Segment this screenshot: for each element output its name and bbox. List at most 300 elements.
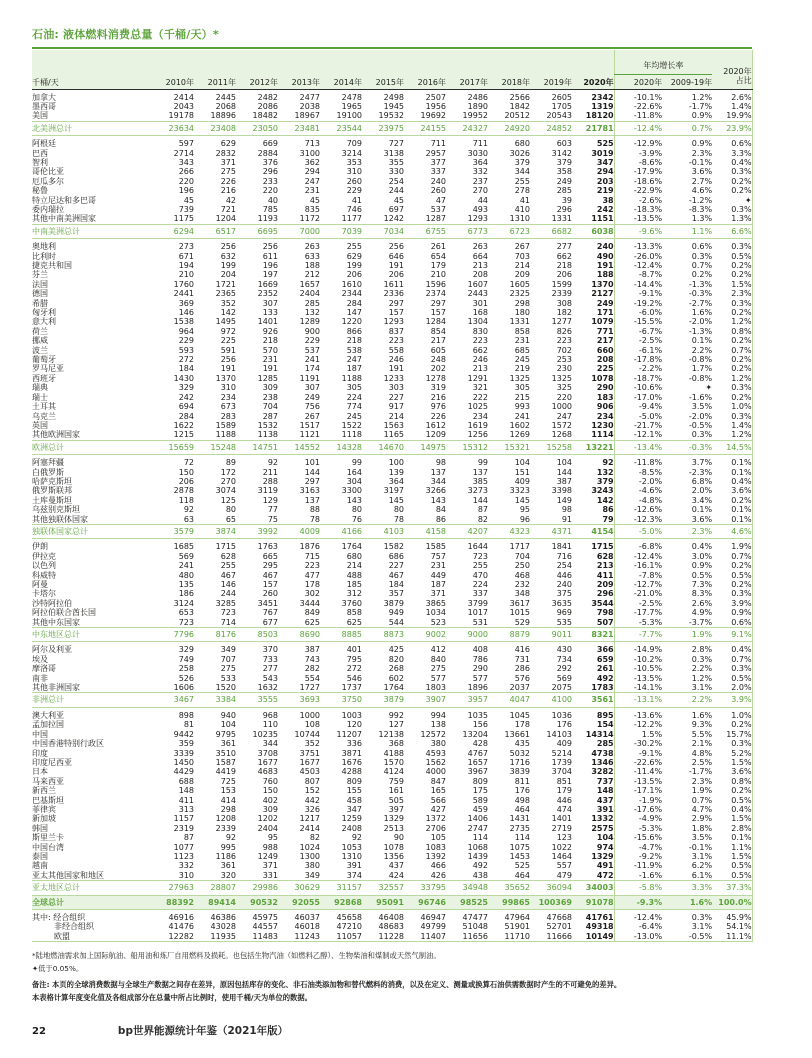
growth-2009-19-cell: 1.7% [691, 364, 713, 374]
table-row [32, 767, 752, 776]
value-cell: 1622 [173, 420, 194, 430]
value-cell: 458 [346, 795, 362, 805]
table-row [32, 871, 752, 881]
value-cell: 570 [262, 345, 278, 355]
value-cell: 4593 [425, 748, 446, 758]
value-cell: 704 [262, 402, 278, 412]
value-cell: 3100 [299, 148, 320, 158]
table-row [32, 833, 752, 842]
value-cell: 36094 [530, 881, 572, 895]
value-cell: 4429 [173, 767, 194, 777]
growth-2020-cell: -5.0% [614, 524, 662, 538]
value-cell: 531 [472, 617, 488, 627]
row-label: 澳大利亚 [32, 710, 64, 720]
growth-2020-cell: -4.6% [614, 486, 662, 495]
value-cell: 425 [388, 645, 404, 655]
share-cell: 0.3% [712, 205, 752, 214]
value-cell: 118 [178, 495, 194, 505]
value-cell: 287 [262, 411, 278, 421]
row-label: 秘鲁 [32, 186, 48, 196]
value-cell: 133 [262, 308, 278, 318]
growth-2009-19-cell: -0.5% [688, 420, 713, 430]
value-cell: 114 [472, 833, 488, 843]
growth-2009-19-cell: 2.3% [662, 524, 712, 538]
value-cell: 4767 [467, 748, 488, 758]
value-cell: 123 [556, 833, 572, 843]
value-cell: 14552 [278, 440, 320, 454]
value-cell: 1430 [173, 373, 194, 383]
value-cell: 1269 [509, 430, 530, 440]
row-label: 波兰 [32, 345, 48, 355]
growth-2020-cell: -18.3% [614, 205, 662, 214]
value-cell: 89414 [194, 895, 236, 909]
share-cell: 0.7% [712, 552, 752, 561]
value-cell: 1000 [551, 402, 572, 412]
value-cell: 51048 [462, 922, 488, 932]
value-cell: 1450 [173, 757, 194, 767]
value-cell: 3030 [467, 148, 488, 158]
row-label: 阿曼 [32, 580, 48, 589]
value-cell: 1669 [257, 279, 278, 289]
value-cell: 537 [304, 345, 320, 355]
value-cell: 847 [430, 776, 446, 786]
value-cell: 1439 [467, 851, 488, 861]
value-cell: 288 [262, 476, 278, 486]
value-cell: 374 [346, 870, 362, 880]
year-header: 2019年 [530, 74, 572, 89]
share-cell: 1.9% [712, 539, 752, 552]
table-row [32, 186, 752, 195]
row-label: 葡萄牙 [32, 355, 56, 365]
value-cell: 379 [596, 476, 614, 486]
value-cell: 858 [514, 326, 530, 336]
value-cell: 234 [596, 411, 614, 421]
value-cell: 45 [393, 195, 404, 205]
value-cell: 256 [220, 355, 236, 365]
value-cell: 297 [388, 298, 404, 308]
value-cell: 523 [430, 617, 446, 627]
growth-2009-19-cell: -0.5% [688, 931, 713, 941]
value-cell: 272 [346, 664, 362, 674]
value-cell: 298 [220, 804, 236, 814]
row-label: 独联体国家总计 [32, 524, 152, 538]
value-cell: 206 [388, 270, 404, 280]
value-cell: 379 [514, 157, 530, 167]
value-cell: 33795 [404, 881, 446, 895]
value-cell: 2714 [173, 148, 194, 158]
share-cell: 0.2% [712, 308, 752, 317]
value-cell: 92 [225, 833, 236, 843]
value-cell: 713 [304, 139, 320, 149]
value-cell: 359 [178, 739, 194, 749]
page-number: 22 [32, 1026, 46, 1037]
value-cell: 89 [225, 458, 236, 468]
value-cell: 1716 [509, 757, 530, 767]
growth-2009-19-cell: -0.3% [688, 289, 713, 299]
share-cell: 1.5% [712, 814, 752, 823]
share-cell: 0.1% [712, 455, 752, 468]
table-row [32, 289, 752, 298]
value-cell: 2735 [509, 823, 530, 833]
value-cell: 153 [220, 786, 236, 796]
share-cell: 1.0% [712, 402, 752, 411]
growth-2020-cell: -17.8% [614, 355, 662, 364]
growth-2009-19-cell: -2.7% [688, 298, 713, 308]
value-cell: 309 [262, 383, 278, 393]
value-cell: 1842 [509, 101, 530, 111]
value-cell: 90532 [236, 895, 278, 909]
value-cell: 38 [602, 195, 614, 205]
growth-2009-19-cell: 3.6% [691, 514, 713, 524]
share-cell: 3.6% [712, 486, 752, 495]
value-cell: 1965 [341, 101, 362, 111]
value-cell: 283 [220, 411, 236, 421]
value-cell: 12138 [378, 729, 404, 739]
value-cell: 1737 [341, 683, 362, 693]
share-cell: 0.6% [712, 618, 752, 628]
value-cell: 275 [430, 664, 446, 674]
value-cell: 91 [561, 514, 572, 524]
value-cell: 605 [430, 345, 446, 355]
value-cell: 14314 [585, 729, 614, 739]
table-row [32, 280, 752, 289]
row-label: 巴西 [32, 148, 48, 158]
value-cell: 2319 [173, 823, 194, 833]
table-row [32, 515, 752, 525]
value-cell: 809 [346, 776, 362, 786]
row-label: 南非 [32, 673, 48, 683]
value-cell: 1331 [509, 317, 530, 327]
value-cell: 263 [304, 242, 320, 252]
value-cell: 467 [262, 570, 278, 580]
value-cell: 6294 [152, 224, 194, 238]
value-cell: 379 [556, 157, 572, 167]
row-label: 印度尼西亚 [32, 757, 72, 767]
value-cell: 3384 [194, 693, 236, 707]
value-cell: 1677 [299, 757, 320, 767]
value-cell: 760 [262, 776, 278, 786]
value-cell: 144 [304, 467, 320, 477]
row-label: 荷兰 [32, 326, 48, 336]
table-row [32, 158, 752, 167]
table-row [32, 149, 752, 158]
value-cell: 15312 [446, 440, 488, 454]
value-cell: 1956 [425, 101, 446, 111]
value-cell: 45 [309, 195, 320, 205]
value-cell: 6723 [488, 224, 530, 238]
value-cell: 237 [472, 176, 488, 186]
value-cell: 686 [388, 551, 404, 561]
value-cell: 23544 [320, 121, 362, 135]
growth-2009-19-cell: 2.6% [691, 598, 713, 608]
value-cell: 11407 [420, 931, 446, 941]
header-spacer [32, 50, 614, 74]
value-cell: 225 [220, 336, 236, 346]
value-cell: 9002 [404, 628, 446, 642]
value-cell: 232 [514, 580, 530, 589]
row-label: 韩国 [32, 823, 48, 833]
growth-2009-19-cell: 1.9% [662, 628, 712, 642]
row-label: 委内瑞拉 [32, 204, 64, 214]
value-cell: 255 [514, 176, 530, 186]
growth-2009-19-cell: -1.6% [688, 392, 713, 402]
value-cell: 554 [304, 673, 320, 683]
value-cell: 178 [514, 720, 530, 730]
value-cell: 472 [596, 870, 614, 880]
value-cell: 267 [514, 242, 530, 252]
value-cell: 6038 [572, 224, 614, 238]
value-cell: 430 [556, 645, 572, 655]
value-cell: 375 [556, 589, 572, 599]
value-cell: 3398 [551, 486, 572, 496]
value-cell: 685 [514, 345, 530, 355]
value-cell: 3555 [236, 693, 278, 707]
growth-2020-cell: -14.9% [614, 642, 662, 655]
value-cell: 739 [178, 204, 194, 214]
table-row [32, 430, 752, 440]
value-cell: 4124 [383, 767, 404, 777]
growth-2020-cell: -5.3% [614, 618, 662, 628]
row-label: 其他欧洲国家 [32, 430, 80, 440]
value-cell: 20543 [546, 111, 572, 121]
growth-2020-cell: -12.4% [614, 552, 662, 561]
value-cell: 319 [430, 383, 446, 393]
value-cell: 206 [556, 270, 572, 280]
value-cell: 2408 [341, 823, 362, 833]
growth-2009-19-cell: 2.8% [691, 645, 713, 655]
value-cell: 254 [388, 176, 404, 186]
value-cell: 182 [556, 308, 572, 318]
value-cell: 493 [472, 204, 488, 214]
value-cell: 92868 [320, 895, 362, 909]
value-cell: 95091 [362, 895, 404, 909]
value-cell: 677 [262, 617, 278, 627]
value-cell: 1083 [425, 842, 446, 852]
growth-2020-cell: -17.1% [614, 786, 662, 795]
share-cell: 1.5% [712, 280, 752, 289]
value-cell: 412 [430, 645, 446, 655]
growth-2009-19-cell: -2.0% [688, 411, 713, 421]
value-cell: 1717 [509, 542, 530, 552]
value-cell: 625 [304, 617, 320, 627]
table-row [32, 739, 752, 748]
value-cell: 92055 [278, 895, 320, 909]
value-cell: 5214 [551, 748, 572, 758]
value-cell: 8321 [572, 628, 614, 642]
value-cell: 156 [472, 720, 488, 730]
value-cell: 1291 [467, 373, 488, 383]
value-cell: 203 [596, 176, 614, 186]
value-cell: 2443 [467, 289, 488, 299]
value-cell: 46947 [420, 913, 446, 922]
row-label: 马来西亚 [32, 776, 64, 786]
row-label: 非洲总计 [32, 693, 152, 707]
value-cell: 51901 [504, 922, 530, 932]
value-cell: 569 [556, 673, 572, 683]
value-cell: 3839 [509, 767, 530, 777]
value-cell: 231 [514, 336, 530, 346]
growth-2009-19-cell: 6.2% [691, 861, 713, 871]
growth-2020-cell: -6.8% [614, 539, 662, 552]
value-cell: 1610 [341, 279, 362, 289]
value-cell: 371 [220, 157, 236, 167]
value-cell: 43028 [210, 922, 236, 932]
growth-2020-cell: -5.0% [614, 412, 662, 421]
value-cell: 174 [304, 364, 320, 374]
value-cell: 275 [220, 167, 236, 177]
value-cell: 9011 [530, 628, 572, 642]
value-cell: 826 [556, 326, 572, 336]
value-cell: 132 [596, 467, 614, 477]
value-cell: 364 [388, 476, 404, 486]
value-cell: 3751 [299, 748, 320, 758]
growth-2020-cell: -6.0% [614, 308, 662, 317]
value-cell: 157 [262, 580, 278, 589]
value-cell: 4503 [299, 767, 320, 777]
growth-2020-cell: -22.9% [614, 186, 662, 195]
value-cell: 240 [430, 176, 446, 186]
value-cell: 464 [514, 804, 530, 814]
growth-2020-cell: -13.6% [614, 707, 662, 720]
value-cell: 292 [556, 664, 572, 674]
value-cell: 260 [262, 589, 278, 599]
share-cell: 4.6% [712, 524, 752, 538]
value-cell: 467 [388, 570, 404, 580]
value-cell: 470 [472, 570, 488, 580]
growth-2009-19-cell: -2.0% [688, 317, 713, 327]
row-label: 孟加拉国 [32, 720, 64, 730]
growth-2009-19-cell: 3.0% [691, 551, 713, 561]
value-cell: 12572 [420, 729, 446, 739]
value-cell: 296 [596, 589, 614, 599]
growth-2009-19-cell: 0.7% [662, 121, 712, 135]
value-cell: 557 [556, 861, 572, 871]
share-cell: 1.4% [712, 421, 752, 430]
value-cell: 47477 [462, 913, 488, 922]
share-cell: 37.3% [712, 881, 752, 895]
value-cell: 194 [178, 261, 194, 270]
growth-2009-19-cell: -0.8% [688, 355, 713, 365]
value-cell: 1233 [383, 373, 404, 383]
value-cell: 468 [514, 570, 530, 580]
value-cell: 602 [388, 673, 404, 683]
value-cell: 646 [388, 251, 404, 261]
table-row [32, 683, 752, 693]
share-cell: 0.3% [712, 412, 752, 421]
share-cell: 3.9% [712, 693, 752, 707]
value-cell: 1739 [551, 757, 572, 767]
value-cell: 906 [596, 402, 614, 412]
row-label: 白俄罗斯 [32, 467, 64, 477]
value-cell: 1587 [215, 757, 236, 767]
value-cell: 397 [388, 804, 404, 814]
value-cell: 229 [346, 186, 362, 196]
value-cell: 14670 [362, 440, 404, 454]
value-cell: 86 [435, 514, 446, 524]
growth-2020-cell: -3.9% [614, 149, 662, 158]
growth-2009-19-cell: 2.3% [691, 148, 713, 158]
growth-2009-19-cell: 4.6% [691, 186, 713, 196]
value-cell: 376 [262, 157, 278, 167]
value-cell: 321 [472, 383, 488, 393]
value-cell: 840 [430, 654, 446, 664]
value-cell: 209 [514, 270, 530, 280]
growth-2020-cell: -2.2% [614, 364, 662, 373]
value-cell: 266 [178, 167, 194, 177]
value-cell: 224 [346, 392, 362, 402]
value-cell: 99 [477, 458, 488, 468]
row-label: 意大利 [32, 317, 56, 327]
value-cell: 988 [262, 842, 278, 852]
share-cell: 0.7% [712, 346, 752, 355]
growth-2009-19-cell: 1.3% [691, 214, 713, 224]
value-cell: 1329 [383, 814, 404, 824]
table-row [32, 608, 752, 617]
share-cell: 0.7% [712, 655, 752, 664]
value-cell: 369 [178, 298, 194, 308]
value-cell: 1783 [591, 683, 614, 693]
value-cell: 1017 [467, 608, 488, 618]
row-label: 阿拉伯联合酋长国 [32, 608, 96, 618]
value-cell: 18896 [210, 111, 236, 121]
value-cell: 249 [304, 392, 320, 402]
table-row [32, 922, 752, 931]
value-cell: 191 [596, 261, 614, 270]
row-label: 智利 [32, 157, 48, 167]
growth-2009-19-cell: 4.7% [691, 804, 713, 814]
value-cell: 344 [514, 167, 530, 177]
value-cell: 211 [262, 467, 278, 477]
row-label: 奥地利 [32, 242, 56, 252]
value-cell: 1285 [257, 373, 278, 383]
table-row [32, 102, 752, 111]
value-cell: 426 [430, 870, 446, 880]
value-cell: 1657 [299, 279, 320, 289]
value-cell: 466 [430, 861, 446, 871]
value-cell: 387 [304, 645, 320, 655]
table-row [32, 486, 752, 495]
value-cell: 3760 [341, 598, 362, 608]
value-cell: 258 [178, 664, 194, 674]
value-cell: 2884 [257, 148, 278, 158]
value-cell: 336 [346, 739, 362, 749]
growth-2020-cell: -21.7% [614, 421, 662, 430]
value-cell: 1599 [551, 279, 572, 289]
value-cell: 7034 [362, 224, 404, 238]
value-cell: 301 [472, 298, 488, 308]
value-cell: 80 [225, 505, 236, 515]
value-cell: 213 [596, 561, 614, 571]
value-cell: 175 [472, 786, 488, 796]
value-cell: 525 [596, 139, 614, 149]
value-cell: 92 [351, 833, 362, 843]
footnotes [32, 951, 772, 1003]
growth-2020-cell: -15.6% [614, 833, 662, 842]
value-cell: 1331 [551, 214, 572, 224]
value-cell: 99 [351, 458, 362, 468]
table-row [32, 730, 752, 739]
value-cell: 138 [430, 720, 446, 730]
table-row [32, 205, 752, 214]
source-title: bp世界能源统计年鉴（2021年版） [117, 1025, 289, 1037]
growth-2009-19-cell: -0.8% [688, 373, 713, 383]
value-cell: 98 [561, 505, 572, 515]
value-cell: 477 [304, 570, 320, 580]
value-cell: 849 [304, 608, 320, 618]
value-cell: 1401 [551, 814, 572, 824]
row-label: 越南 [32, 861, 48, 871]
value-cell: 285 [556, 186, 572, 196]
